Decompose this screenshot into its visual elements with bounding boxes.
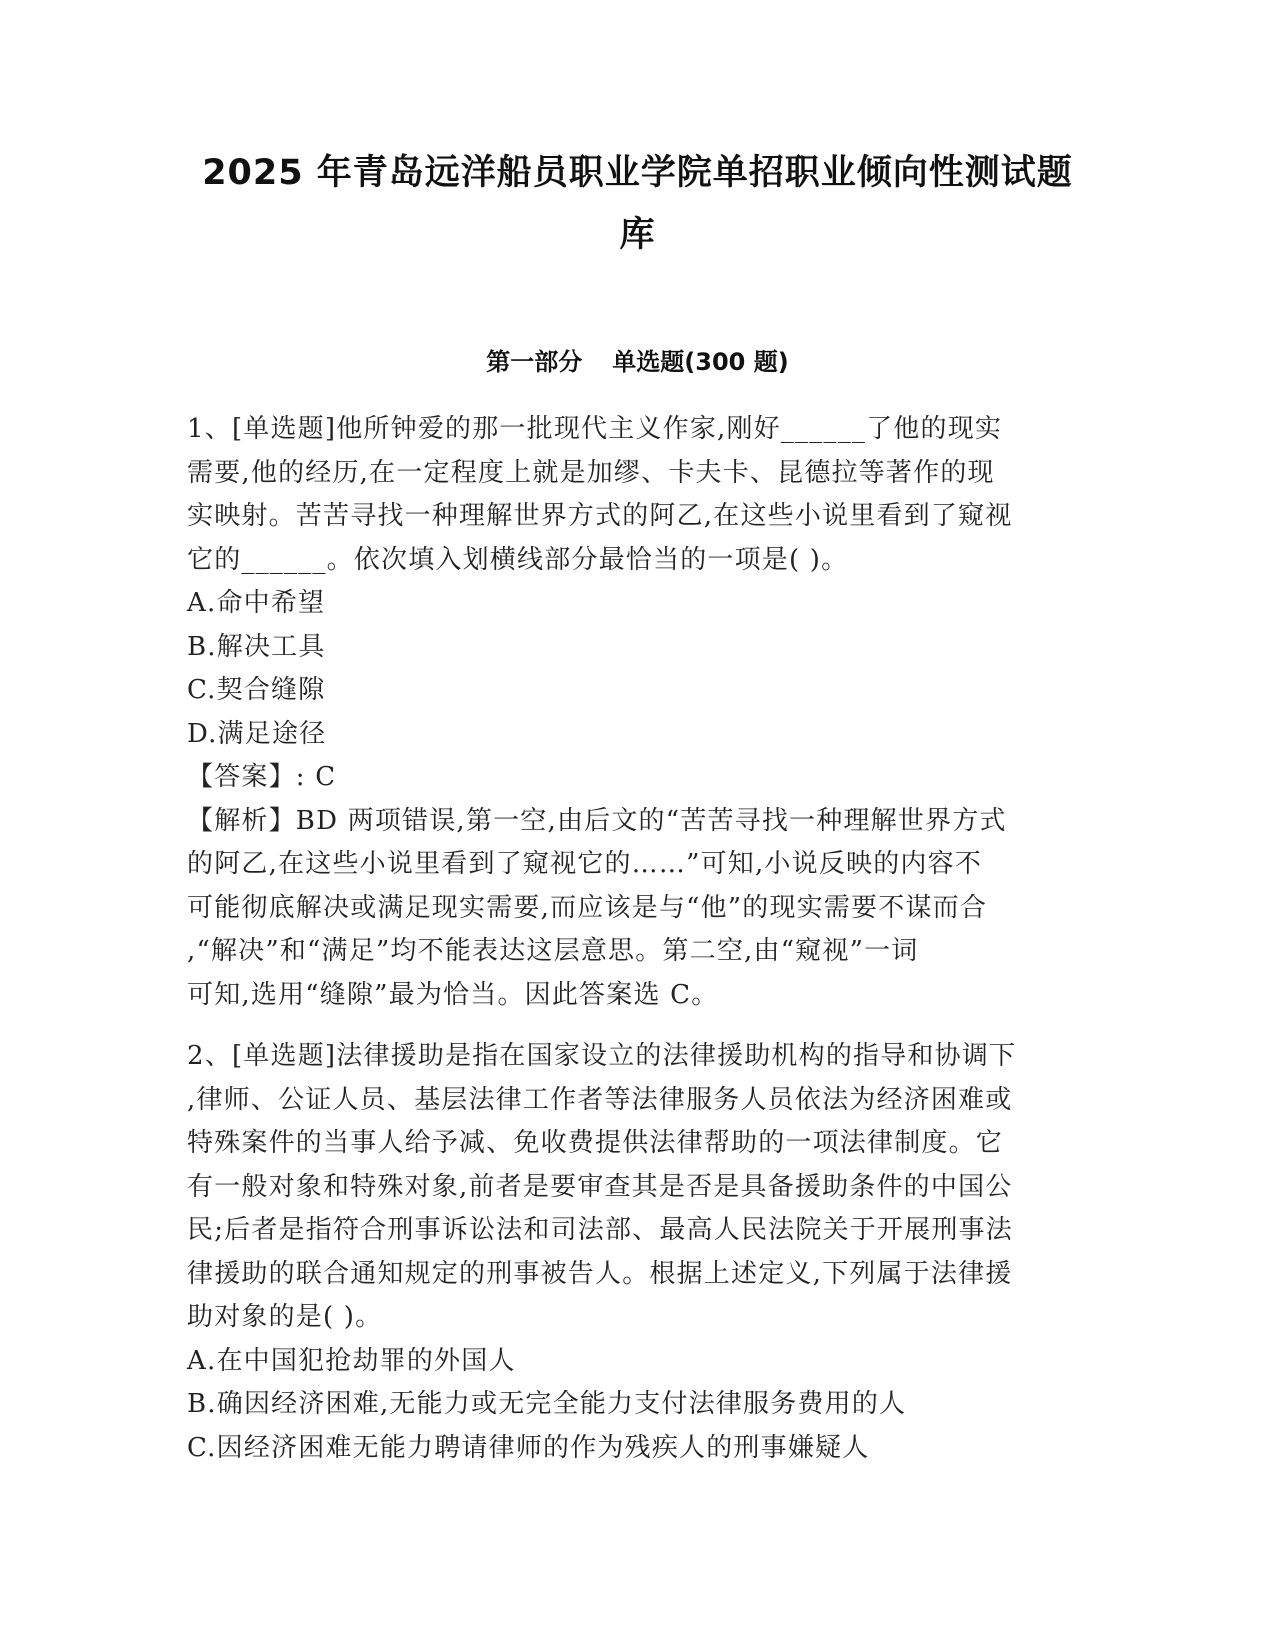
question-stem-line: 律援助的联合通知规定的刑事被告人。根据上述定义,下列属于法律援	[187, 1258, 1013, 1289]
option-c: C.契合缝隙	[187, 675, 326, 705]
question-stem-line: 它的______。依次填入划横线部分最恰当的一项是( )。	[187, 544, 849, 575]
section-heading	[150, 344, 1125, 380]
option-c: C.因经济困难无能力聘请律师的作为残疾人的刑事嫌疑人	[187, 1432, 870, 1463]
question-stem-line: 有一般对象和特殊对象,前者是要审查其是否是具备援助条件的中国公	[187, 1171, 1013, 1202]
analysis-line: 的阿乙,在这些小说里看到了窥视它的……”可知,小说反映的内容不	[187, 849, 983, 879]
question-1	[187, 408, 1075, 1017]
document-title	[150, 142, 1125, 266]
section-label: 第一部分	[486, 348, 583, 376]
option-d: D.满足途径	[187, 718, 327, 749]
question-stem-line: 2、[单选题]法律援助是指在国家设立的法律援助机构的指导和协调下	[187, 1041, 1017, 1071]
option-b: B.确因经济困难,无能力或无完全能力支付法律服务费用的人	[187, 1389, 907, 1419]
question-2	[187, 1035, 1075, 1470]
question-stem-line: ,律师、公证人员、基层法律工作者等法律服务人员依法为经济困难或	[187, 1084, 1013, 1115]
section-name: 单选题(300 题)	[612, 348, 789, 376]
question-stem-line: 助对象的是( )。	[187, 1302, 383, 1332]
title-line: 2025 年青岛远洋船员职业学院单招职业倾向性测试题	[202, 153, 1073, 193]
option-a: A.在中国犯抢劫罪的外国人	[187, 1345, 516, 1376]
question-list	[187, 408, 1075, 1470]
analysis-line: 可知,选用“缝隙”最为恰当。因此答案选 C。	[187, 979, 719, 1010]
option-b: B.解决工具	[187, 631, 326, 662]
question-stem-line: 需要,他的经历,在一定程度上就是加缪、卡夫卡、昆德拉等著作的现	[187, 457, 995, 488]
option-a: A.命中希望	[187, 588, 326, 618]
question-stem-line: 实映射。苦苦寻找一种理解世界方式的阿乙,在这些小说里看到了窥视	[187, 501, 1013, 531]
analysis-line: 可能彻底解决或满足现实需要,而应该是与“他”的现实需要不谋而合	[187, 892, 988, 923]
title-line: 库	[619, 215, 656, 255]
question-stem-line: 1、[单选题]他所钟爱的那一批现代主义作家,刚好______了他的现实	[187, 414, 1003, 444]
question-stem-line: 民;后者是指符合刑事诉讼法和司法部、最高人民法院关于开展刑事法	[187, 1215, 1013, 1245]
question-stem-line: 特殊案件的当事人给予减、免收费提供法律帮助的一项法律制度。它	[187, 1128, 1004, 1158]
answer: 【答案】: C	[187, 762, 337, 792]
analysis-line: 【解析】BD 两项错误,第一空,由后文的“苦苦寻找一种理解世界方式	[187, 805, 1007, 836]
analysis-line: ,“解决”和“满足”均不能表达这层意思。第二空,由“窥视”一词	[187, 936, 919, 966]
